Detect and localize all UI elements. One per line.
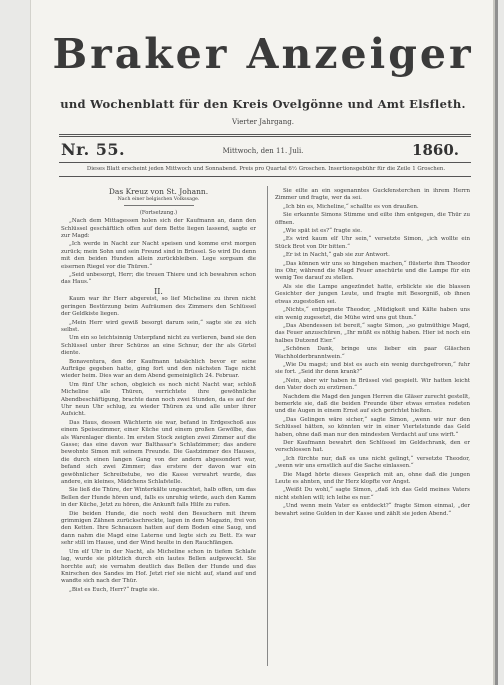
paragraph: „Und wenn mein Vater es entdeckt?“ fragte Simon einmal, „der bewahrt seine Gulden in der Kasse und zählt sie jeden Abend.“ bbox=[275, 503, 470, 517]
issue-number: Nr. 55. bbox=[61, 140, 126, 159]
paragraph: Kaum war ihr Herr abgereist, so lief Micheline zu ihren nicht geringen Bestürzung beim Aufräumen des Zimmers den Schlüssel der Geldkiste liegen. bbox=[61, 296, 256, 318]
story-subtitle: Nach einer belgischen Volkssage. bbox=[117, 197, 200, 203]
masthead-rule-thin bbox=[59, 136, 471, 137]
newspaper-title: Braker Anzeiger bbox=[52, 30, 474, 78]
paragraph: „Weißt Du wohl,“ sagte Simon, „daß ich das Geld meines Vaters nicht stehlen will; ich leihe es nur.“ bbox=[275, 487, 470, 501]
volume-label: Vierter Jahrgang. bbox=[232, 118, 294, 126]
continuation-note: (Fortsetzung.) bbox=[139, 209, 178, 216]
issue-year: 1860. bbox=[412, 141, 459, 159]
paragraph: „Nach dem Mittagessen holen sich der Kaufmann an, dann den Schlüssel geschäftlich offen auf dem Bette liegen lassend, sagte er zur Magd: bbox=[61, 218, 256, 240]
paragraph: Um ein so leichtsinnig Unterpfand nicht zu verlieren, band sie den Schlüssel unter ihrer Schürze an eine Schnur, der ihr als Gürtel diente. bbox=[61, 335, 256, 357]
paragraph: „Das Abendessen ist bereit,“ sagte Simon, „so gutmüthige Magd, das Feuer anzuschüren, „Ihr müßt es nöthig haben. Hier ist noch ein halbes Dutzend Eier.“ bbox=[275, 322, 470, 344]
publication-notice: Dieses Blatt erscheint jeden Mittwoch und Sonnabend. Preis pro Quartal 6½ Groschen. Insertionsgebühr für die Zeile 1 Groschen. bbox=[86, 166, 446, 172]
masthead-rule bbox=[59, 134, 471, 135]
paragraph: „Schönen Dank, bringe uns lieber ein paar Gläschen Wachholderbranntwein.“ bbox=[275, 346, 470, 360]
paragraph: „Das Gelingen wäre sicher,“ sagte Simon, „wenn wir nur den Schlüssel hätten, so könnten wir in einer Viertelstunde das Geld haben, ohne daß man nur den mindesten Verdacht auf uns wirft.“ bbox=[275, 416, 470, 438]
paragraph: Um fünf Uhr schon, obgleich es noch nicht Nacht war, schloß Micheline alle Thüren, verrichtete ihre gewöhnliche Abendbeschäftigung, brachte dann noch zwei Stunden, da es auf der Uhr neun Uhr schlug, zu wieder Thüren zu und alle unter ihrer Aufsicht. bbox=[61, 381, 256, 418]
newspaper-page bbox=[30, 0, 498, 685]
paragraph: Nachdem die Magd den jungen Herren die Gläser zurecht gestellt, bemerkte sie, daß die beiden Freunde über etwas ernstes redeten und die Augen in einem Ernst auf sich gerichtet hielten. bbox=[275, 393, 470, 415]
paragraph: „Wie spät ist es?“ fragte sie. bbox=[283, 228, 362, 235]
paragraph: „Das können wir uns so hingehen machen,“ flüsterte ihm Theodor ins Ohr, während die Magd Feuer anschürte und die Lampe für ein wenig Tee darauf zu stellen. bbox=[275, 260, 470, 282]
left-column bbox=[61, 188, 256, 658]
paragraph: „Nein, aber wir haben in Brüssel viel gespielt. Wir hatten leicht den Vater doch zu erzürnen.“ bbox=[275, 377, 470, 392]
issue-date: Mittwoch, den 11. Juli. bbox=[222, 147, 304, 155]
paragraph: „Es wird kaum elf Uhr sein,“ versetzte Simon, „ich wollte ein Stück Brot von Dir bitten.“ bbox=[275, 236, 470, 250]
paragraph: „Bist es Euch, Herr?“ fragte sie. bbox=[69, 586, 160, 593]
paragraph: Bonaventura, den der Kaufmann tatsächlich bevor er seine Aufträge gegeben hatte, ging fort und den nächsten Tage nicht wieder heim. Dies war an dem Abend gemeiniglich 24. Februar. bbox=[61, 358, 256, 380]
story-title: Das Kreuz von St. Johann. bbox=[108, 188, 209, 196]
paragraph: Die Magd hörte dieses Gespräch mit an, ohne daß die jungen Leute es ahnten, und ihr Herz klopfte vor Angst. bbox=[275, 471, 470, 486]
story-rule bbox=[124, 205, 194, 206]
section-heading: II. bbox=[154, 286, 163, 296]
paragraph: „Wie Du magst; und bist es auch ein wenig durchgefroren,“ fuhr sie fort. „Seid ihr denn krank?“ bbox=[275, 361, 470, 376]
paragraph: Der Kaufmann bewahrt den Schlüssel im Geldschrank, den er verschlossen hat. bbox=[275, 440, 470, 454]
paragraph: „Nichts,“ entgegnete Theodor, „Müdigkeit und Kälte haben uns ein wenig zugesetzt, die Mühe wird uns gut thun.“ bbox=[275, 307, 470, 321]
paragraph: „Er ist in Nacht,“ gab sie zur Antwort. bbox=[283, 252, 390, 259]
paragraph: „Ich werde in Nacht zur Nacht speisen und komme erst morgen zurück; mein Sohn und sein Freund sind in Brüssel. So wird Du denn mit den beiden Hunden allein zurückbleiben. Lege sorgsam die eisernen Riegel vor die Thüren.“ bbox=[61, 241, 256, 270]
column-divider bbox=[267, 186, 268, 666]
paragraph: Sie eilte an ein sogenanntes Guckfensterchen in ihrem Herrn Zimmer und fragte, wer da sei. bbox=[275, 188, 470, 202]
notice-rule bbox=[59, 176, 471, 177]
paragraph: „Mein Herr wird gewiß besorgt darum sein,“ sagte sie zu sich selbst. bbox=[61, 319, 256, 333]
paragraph: Um elf Uhr in der Nacht, als Micheline schon in tiefem Schlafe lag, wurde sie plötzlich durch ein lautes Bellen aufgeweckt. Sie horchte auf; sie vernahm deutlich das Bellen der Hunde und das Knirschen des Sandes im Hof. Jetzt rief sie nicht auf, stand auf und wandte sich nach der Thür. bbox=[61, 548, 256, 585]
paragraph: „Ich fürchte nur, daß es uns nicht gelingt,“ versetzte Theodor, „wenn wir uns ernstlich auf die Sache einlassen.“ bbox=[275, 455, 470, 470]
paragraph: Sie ließ die Thüre, der Winterkälte ungeachtet, halb offen, um das Bellen der Hunde hören und, falls es unruhig würde, auch den Kamm in der Küche, Jetzt zu hören, die Ankunft falls Hilfe zu rufen. bbox=[61, 487, 256, 509]
right-column bbox=[275, 188, 470, 658]
paragraph: Als sie die Lampe angezündet hatte, erblickte sie die blassen Gesichter der jungen Leute, und fragte mit Besorgniß, ob ihnen etwas zugestoßen sei. bbox=[275, 283, 470, 305]
paragraph: Die beiden Hunde, die noch wohl den Besuchern mit ihrem grimmigen Zähnen zurückschreckte, lagen in dem Magazin, frei von den Ketten. Ihre Schnauzen hatten auf dem Boden eine Saug, und dann nahm die Magd eine Laterne und legte sich zu Bett. Es war sehr still im Hause, und der Wind heulte in den Rauchfängen. bbox=[61, 510, 256, 547]
issue-rule bbox=[59, 162, 471, 163]
newspaper-subtitle: und Wochenblatt für den Kreis Ovelgönne und Amt Elsfleth. bbox=[60, 97, 466, 111]
paragraph: Das Haus, dessen Wächterin sie war, befand in Erdgeschoß aus einem Speisezimmer, einer Küche und einem großen Gewölbe, das als Warenlager diente. Im ersten Stock zeigten zwei Zimmer auf die Gasse; das eine davon war Balthasar's Schlafzimmer; das andere bewohnte Simon mit seinem Freunde. Die Gastzimmer des Hauses, die durch einen langen Gang von der andern abgesondert war, befand sich zwei Zimmer; das erstere der davon war ein gewöhnlicher Schreibstube, wo die Kasse verwahrt wurde, das andere, ein kleines, Mädchens Schlafstelle. bbox=[61, 419, 256, 486]
paragraph: „Seid unbesorgt, Herr; die treuen Thiere und ich bewahren schon das Haus.“ bbox=[61, 272, 256, 286]
paragraph: Sie erkannte Simons Stimme und eilte ihm entgegen, die Thür zu öffnen. bbox=[275, 212, 470, 226]
paragraph: „Ich bin es, Micheline,“ schallte es von draußen. bbox=[283, 203, 419, 210]
